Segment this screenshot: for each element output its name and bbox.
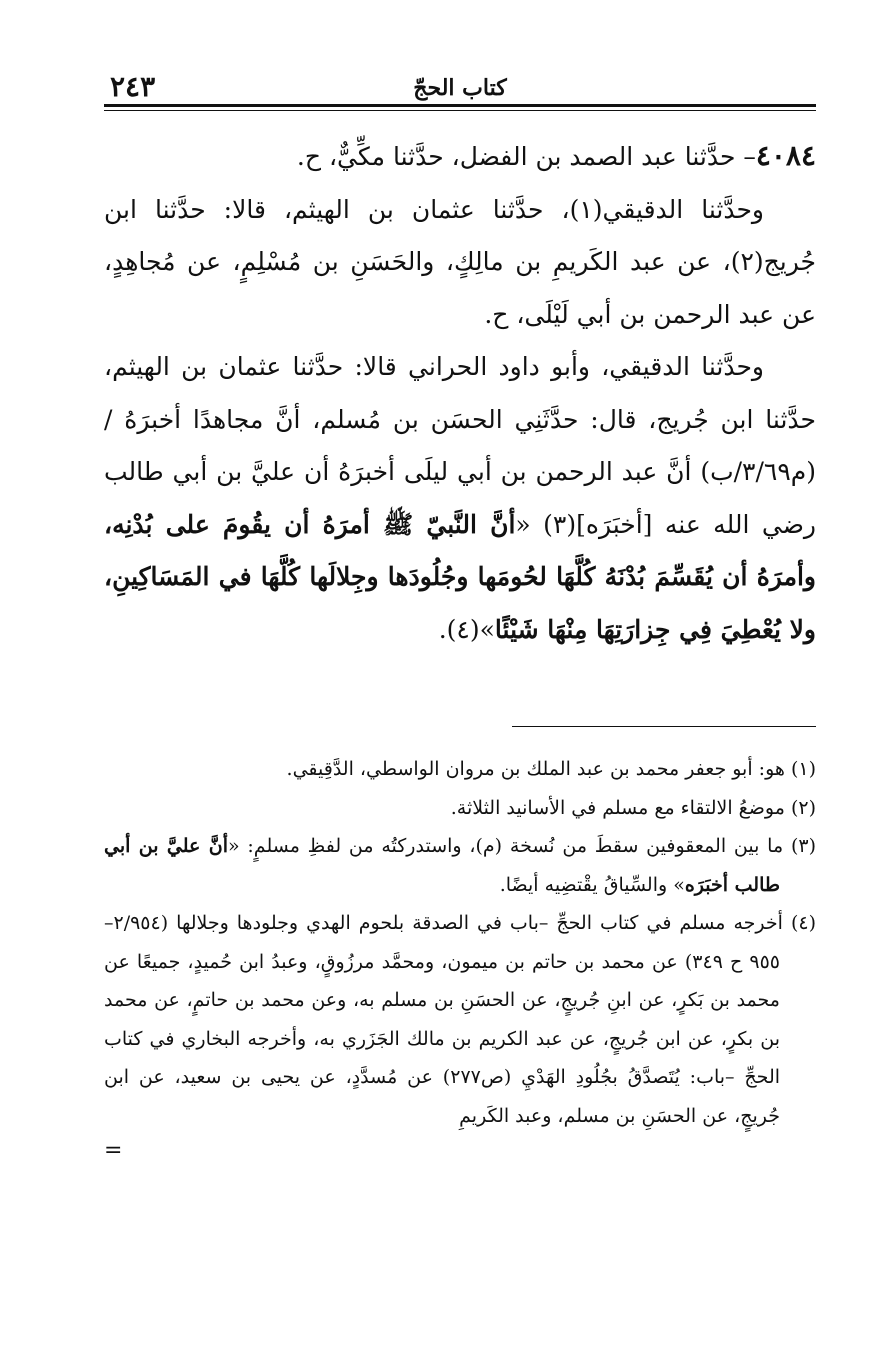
isnad-paragraph-3: [104, 341, 816, 656]
footnote-2: (٢) موضعُ الالتقاء مع مسلم في الأسانيد الثلاثة.: [450, 796, 816, 819]
continuation-mark: =: [104, 1138, 123, 1163]
page-number: ٢٤٣: [110, 70, 156, 103]
hadith-matn: أنَّ النَّبيّ ﷺ أمرَهُ أن يقُومَ على بُدْنِه، وأمرَهُ أن يُقَسِّمَ بُدْنَهُ كُلَّهَا لحُومَها وجُلُودَها وجِلالَها كُلَّهَا في المَسَاكِينِ، ولا يُعْطِيَ فِي جِزارَتِهَا مِنْهَا شَيْئًا: [104, 509, 816, 644]
main-text: [104, 130, 816, 656]
page-header: [104, 72, 816, 102]
hadith-intro: [104, 130, 816, 184]
footnote-3-quote: أنَّ عليَّ بن أبي طالب أخبَرَه: [104, 835, 780, 896]
footnote-3-text: (٣) ما بين المعقوفين سقطَ من نُسخة (م)، واستدركتُه من لفظِ مسلمٍ: «: [227, 835, 817, 857]
matn-close: »(٤).: [438, 614, 495, 644]
footnote-3: [104, 827, 816, 904]
footnote-3-end: » والسِّياقُ يقْتضِيه أيضًا.: [499, 873, 685, 896]
footnotes: [104, 750, 816, 1163]
header-rule-thin: [104, 110, 816, 111]
footnote-separator: [512, 726, 816, 727]
header-rule-thick: [104, 104, 816, 107]
footnote-1: (١) هو: أبو جعفر محمد بن عبد الملك بن مروان الواسطي، الدَّقِيقي.: [286, 758, 816, 780]
isnad-paragraph-2: وحدَّثنا الدقيقي(١)، حدَّثنا عثمان بن الهيثم، قالا: حدَّثنا ابن جُريج(٢)، عن عبد الكَريمِ بن مالِكٍ، والحَسَنِ بن مُسْلِمٍ، عن مُجاهِدٍ، عن عبد الرحمن بن أبي لَيْلَى، ح.: [104, 194, 816, 329]
hadith-number: ٤٠٨٤: [755, 139, 816, 172]
hadith-intro-text: – حدَّثنا عبد الصمد بن الفضل، حدَّثنا مكِّيٌّ، ح.: [296, 142, 756, 171]
running-title: كتاب الحجّ: [413, 75, 507, 101]
footnote-4: (٤) أخرجه مسلم في كتاب الحجِّ –باب في الصدقة بلحوم الهدي وجلودها وجلالها (٢/٩٥٤–٩٥٥ ح ٣٤٩) عن محمد بن حاتم بن ميمون، ومحمَّد مرزُوقٍ، وعبدُ ابن حُميدٍ، جميعًا عن محمد بن بَكرٍ، عن ابنِ جُريجٍ، عن الحسَنِ بن مسلم به، وعن محمد بن حاتمٍ، عن محمد بن بكرٍ، عن ابن جُريجٍ، عن عبد الكريم بن مالك الجَزَري به، وأخرجه البخاري في كتاب الحجِّ –باب: يُتَصدَّقُ بجُلُودِ الهَدْيِ (ص٢٧٧) عن مُسدَّدٍ، عن يحيى بن سعيد، عن ابن جُريجٍ، عن الحسَنِ بن مسلم، وعبد الكَريمِ: [104, 912, 816, 1127]
isnad-text: وحدَّثنا الدقيقي، وأبو داود الحراني قالا: حدَّثنا عثمان بن الهيثم، حدَّثنا ابن جُريج، قال: حدَّثَنِي الحسَن بن مُسلم، أنَّ مجاهدًا أخبرَهُ / (م٣/٦٩/ب) أنَّ عبد الرحمن بن أبي ليلَى أخبرَهُ أن عليَّ بن أبي طالب رضي الله عنه [أخبَرَه](٣) «: [104, 352, 816, 539]
